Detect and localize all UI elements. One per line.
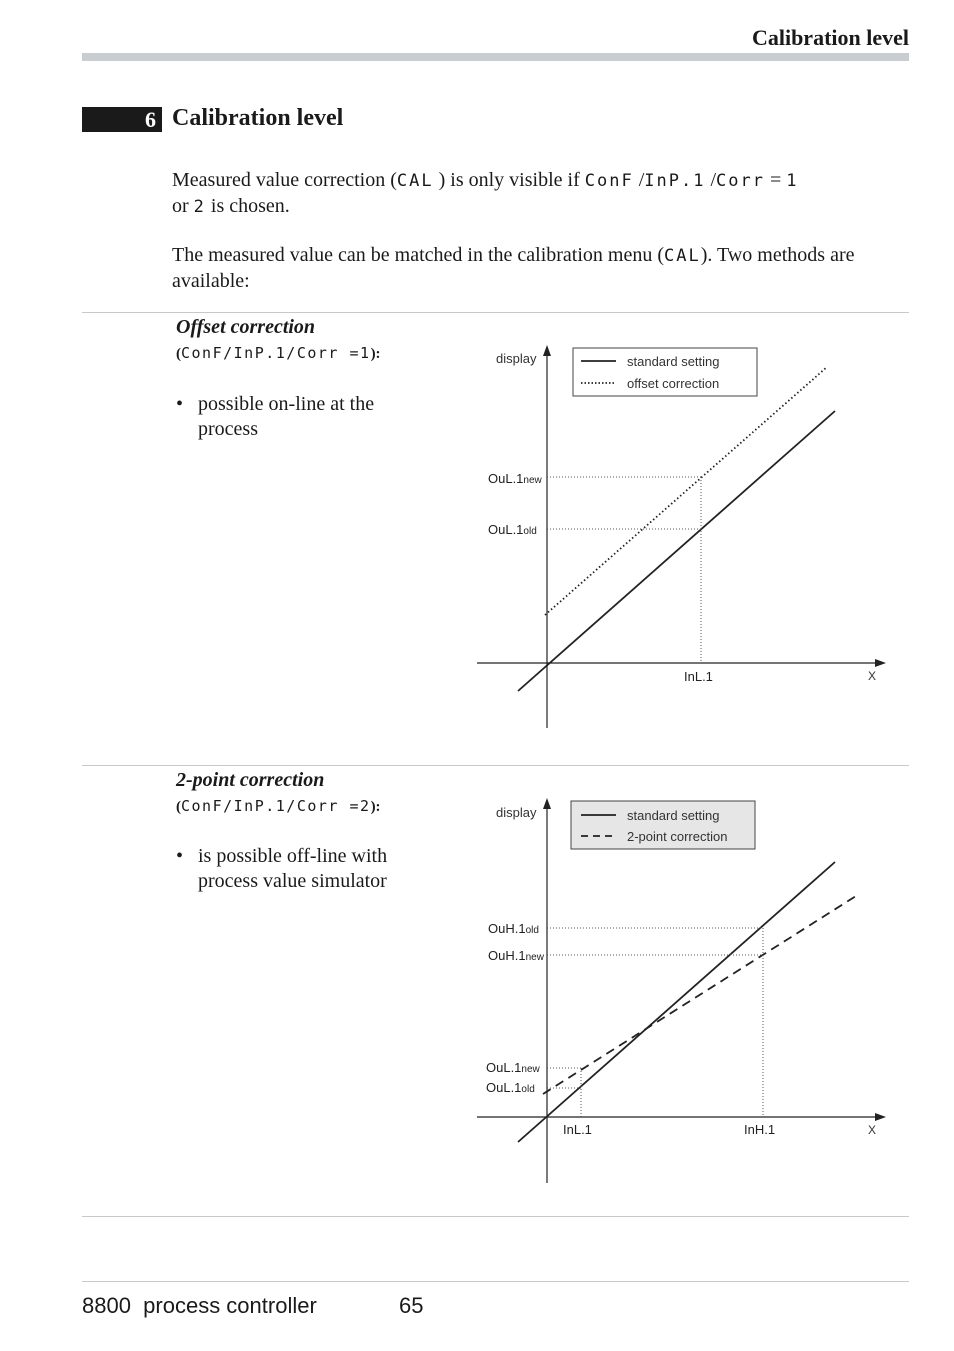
twopoint-bullet-item [176,844,436,904]
chapter-title: Calibration level [172,105,344,131]
intro-paragraph-1 [172,168,902,220]
offset-correction-diagram [470,335,900,735]
legend-standard-setting: standard setting [627,808,720,823]
label-out-old-code: OuL.1 [488,522,524,537]
p1-code-inp: InP.1 [644,171,706,191]
two-point-correction-diagram [470,790,900,1190]
twopoint-code-open: ( [176,799,181,815]
label-outl-old-sub: old [521,1084,535,1095]
x-axis-arrow [875,659,886,667]
label-x-marker: InL.1 [684,669,713,684]
offset-correction-line [545,367,827,615]
offset-section-code [176,344,381,363]
offset-code-open: ( [176,346,181,362]
label-outl-new-code: OuL.1 [486,1060,522,1075]
p1-code-corr: Corr [716,171,765,191]
twopoint-section-code [176,797,381,816]
y-axis-label: display [496,351,537,366]
bullet-marker: • [176,845,184,867]
label-out-new-sub: new [523,475,542,486]
chapter-number: 6 [82,107,162,132]
footer-document-title: 8800 process controller [82,1293,317,1318]
section-divider [82,312,909,313]
p1-code-cal: CAL [396,171,434,191]
footer-divider [82,1281,909,1282]
label-out-old-sub: old [523,526,537,537]
offset-section-title: Offset correction [176,316,316,338]
p1-sep-1: / [638,169,645,191]
p1-text-d: is chosen. [210,195,290,217]
y-axis-arrow [543,345,551,356]
p2-text-a: The measured value can be matched in the calibration menu ( [172,244,665,266]
p2-code-cal: CAL [664,246,701,266]
p1-code-2: 2 [193,197,206,217]
offset-code-close: ): [370,346,381,362]
p1-code-1: 1 [786,171,799,191]
p2-text-b: ). Two methods are available: [172,244,855,292]
x-axis-label: X [868,1123,877,1137]
label-outh-new-sub: new [525,952,544,963]
label-outh-old-code: OuH.1 [488,921,526,936]
twopoint-code-path: ConF/InP.1/Corr =2 [181,797,371,815]
label-outl-old-code: OuL.1 [486,1080,522,1095]
legend-standard-setting: standard setting [627,354,720,369]
label-outl-old [486,1080,535,1095]
twopoint-section-title: 2-point correction [176,769,325,791]
two-point-correction-line [543,896,856,1094]
running-header-title: Calibration level [751,25,909,50]
offset-bullet-item [176,392,436,452]
section-divider [82,765,909,766]
twopoint-bullet-text: is possible off-line with process value simulator [198,845,388,892]
x-axis-label: X [868,669,877,683]
label-outl-new [486,1060,541,1075]
p1-code-conf: ConF [584,171,634,191]
y-axis-arrow [543,798,551,809]
label-out-new [488,471,543,486]
label-outh-old [488,921,539,936]
section-divider [82,1216,909,1217]
header-divider-bar [82,53,909,61]
standard-setting-line [518,411,835,691]
p1-text-a: Measured value correction ( [172,169,397,191]
label-inl-marker: InL.1 [563,1122,592,1137]
legend-offset-correction: offset correction [627,376,720,391]
offset-bullet-text: possible on-line at the process [198,393,375,440]
standard-setting-line [518,862,835,1142]
offset-code-path: ConF/InP.1/Corr =1 [181,344,371,362]
label-outh-old-sub: old [525,925,539,936]
p1-text-c: or [172,195,189,217]
p1-equals: = [769,169,782,191]
label-out-new-code: OuL.1 [488,471,524,486]
label-outh-new [488,948,545,963]
legend-2point-correction: 2-point correction [627,829,728,844]
x-axis-arrow [875,1113,886,1121]
label-inh-marker: InH.1 [744,1122,776,1137]
bullet-marker: • [176,393,184,415]
footer-page-number: 65 [399,1293,424,1318]
p1-sep-2: / [710,169,716,191]
intro-paragraph-2 [172,243,902,294]
p1-text-b: ) is only visible if [438,169,580,191]
y-axis-label: display [496,805,537,820]
twopoint-code-close: ): [370,799,381,815]
label-outh-new-code: OuH.1 [488,948,526,963]
label-outl-new-sub: new [521,1064,540,1075]
label-out-old [488,522,537,537]
